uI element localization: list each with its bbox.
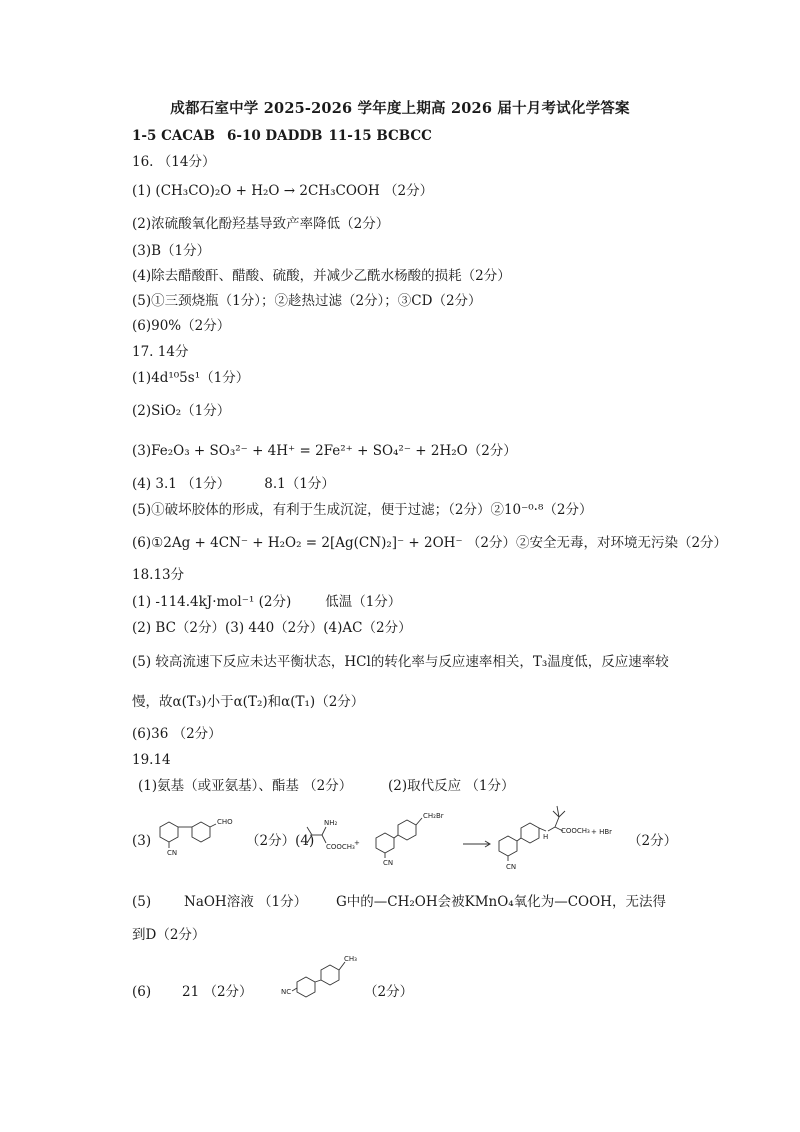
- q17-part4: [132, 475, 335, 493]
- q18-part1-enthalpy: (1) -114.4kJ·mol⁻¹ (2分): [132, 594, 292, 610]
- q18-part2-4: (2) BC（2分）(3) 440（2分）(4)AC（2分）: [132, 620, 412, 636]
- q19-part5-reason: G中的—CH₂OH会被KMnO₄氧化为—COOH，无法得: [336, 894, 666, 910]
- product-structure: [493, 803, 623, 873]
- bromomethyl-biphenyl-structure: [366, 808, 456, 868]
- q16-part1-score: （2分）: [384, 183, 434, 199]
- q16-part6: (6)90%（2分）: [132, 318, 231, 334]
- q19-part4-score: （2分）: [628, 833, 678, 849]
- q19-part6-count: 21 （2分）: [182, 984, 253, 1000]
- q17-part5: (5)①破坏胶体的形成，有利于生成沉淀，便于过滤；（2分）②10⁻⁰·⁸（2分）: [132, 502, 593, 518]
- biphenyl-aldehyde-structure: [146, 812, 246, 862]
- q17-part4-second: 8.1（1分）: [264, 476, 335, 492]
- mc-11-15: 11-15 BCBCC: [328, 128, 432, 144]
- q19-part6-score: （2分）: [364, 984, 414, 1000]
- cooch3-label: COOCH₃: [326, 843, 355, 851]
- q17-part4-first: (4) 3.1 （1分）: [132, 476, 231, 492]
- page-title: 成都石室中学 2025-2026 学年度上期高 2026 届十月考试化学答案: [170, 100, 630, 117]
- ch3-label: CH₃: [344, 955, 357, 963]
- q16-part2: (2)浓硫酸氧化酚羟基导致产率降低（2分）: [132, 216, 390, 232]
- cooch3-label-2: COOCH₃: [561, 827, 590, 835]
- valine-ester-structure: [302, 815, 362, 860]
- nh2-label: NH₂: [324, 819, 338, 827]
- q16-part1: [132, 182, 433, 200]
- q16-part1-equation: (CH₃CO)₂O + H₂O → 2CH₃COOH: [155, 183, 380, 199]
- multiple-choice-answers: [132, 127, 432, 145]
- hbr-label: + HBr: [591, 828, 613, 836]
- q19-part5-label: (5): [132, 894, 152, 910]
- nh-label: H: [543, 833, 549, 841]
- q16-part4: (4)除去醋酸酐、醋酸、硫酸，并减少乙酰水杨酸的损耗（2分）: [132, 268, 511, 284]
- q16-part1-label: (1): [132, 183, 152, 199]
- q17-part1: (1)4d¹⁰5s¹（1分）: [132, 370, 250, 386]
- reaction-arrow: [463, 840, 493, 848]
- q19-part5-reason-end: 到D（2分）: [132, 927, 206, 943]
- q19-part3-label: (3): [132, 833, 152, 849]
- q16-part5: (5)①三颈烧瓶（1分）；②趁热过滤（2分）；③CD（2分）: [132, 293, 482, 309]
- q17-heading: 17. 14分: [132, 344, 189, 360]
- plus-sign: +: [354, 839, 360, 847]
- mc-1-5: 1-5 CACAB: [132, 128, 215, 144]
- q18-part1-condition: 低温（1分）: [325, 594, 402, 610]
- q19-part6-label: (6): [132, 984, 152, 1000]
- cn-label-3: CN: [506, 863, 517, 871]
- nc-label: NC: [281, 988, 292, 996]
- q19-heading: 19.14: [132, 752, 171, 768]
- q18-part1: [132, 593, 401, 611]
- q16-heading: 16. （14分）: [132, 154, 216, 170]
- q18-part5-line1: (5) 较高流速下反应未达平衡状态，HCl的转化率与反应速率相关，T₃温度低，反应速率较: [132, 654, 669, 670]
- mc-6-10: 6-10 DADDB: [226, 128, 323, 144]
- q19-part1: (1)氨基（或亚氨基）、酯基 （2分）: [138, 778, 353, 794]
- cn-label-2: CN: [383, 859, 394, 867]
- methyl-biphenyl-nitrile-structure: [281, 954, 361, 1000]
- q19-part2: (2)取代反应 （1分）: [388, 778, 515, 794]
- q17-part3: (3)Fe₂O₃ + SO₃²⁻ + 4H⁺ = 2Fe²⁺ + SO₄²⁻ + 2H₂O（2分）: [132, 443, 517, 459]
- q17-part6: (6)①2Ag + 4CN⁻ + H₂O₂ = 2[Ag(CN)₂]⁻ + 2OH⁻ （2分）②安全无毒，对环境无污染（2分）: [132, 535, 728, 551]
- q16-part3: (3)B（1分）: [132, 243, 211, 259]
- q18-part5-line2: 慢，故α(T₃)小于α(T₂)和α(T₁)（2分）: [132, 694, 365, 710]
- cn-label: CN: [167, 849, 178, 857]
- q19-part5-reagent: NaOH溶液 （1分）: [184, 894, 308, 910]
- q18-part6: (6)36 （2分）: [132, 726, 222, 742]
- ch2br-label: CH₂Br: [423, 812, 444, 820]
- q17-part2: (2)SiO₂（1分）: [132, 403, 231, 419]
- q19-part3-score: （2分）(4): [246, 833, 315, 849]
- q18-heading: 18.13分: [132, 567, 185, 583]
- cho-label: CHO: [217, 818, 233, 826]
